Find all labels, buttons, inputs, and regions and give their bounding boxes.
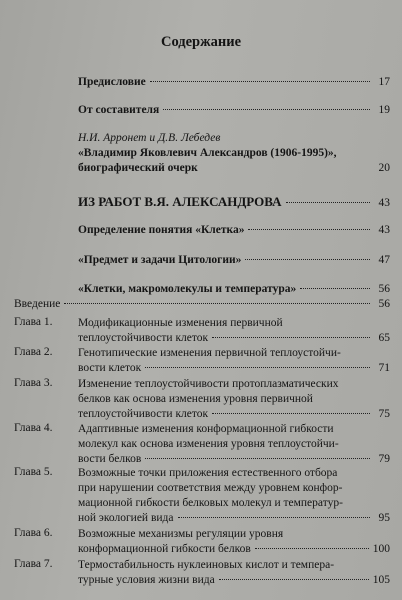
entry-page: 79 [378,453,390,465]
chapter-line: при нарушении соответствия между уровнем конфор- [78,482,343,494]
entry-text: «Предмет и задачи Цитологии» [78,254,242,266]
entry-text: Введение [14,298,61,310]
dot-leader [219,579,369,580]
entry-page: 43 [378,197,390,209]
dot-leader [212,337,370,338]
toc-entry-preface [78,76,390,88]
chapter-line: белков как основа изменения уровня первичной [78,393,313,405]
chapter-line: молекул как основа изменения уровня теплоустойчи- [78,438,339,450]
entry-page: 47 [378,254,390,266]
chapter-label: Глава 5. [14,466,53,478]
chapter-line: Адаптивные изменения конформационной гибкости [78,423,334,435]
entry-page: 56 [378,283,390,295]
chapter-line: вости белков [78,453,142,465]
bio-authors: Н.И. Арронет и Д.В. Лебедев [78,132,221,144]
toc-entry-article-2 [78,254,390,266]
chapter-line: Изменение теплоустойчивости протоплазматических [78,378,339,390]
entry-text: Предисловие [78,76,146,88]
chapter-line: турные условия жизни вида [78,574,215,586]
dot-leader [248,229,370,230]
dot-leader [64,303,370,304]
chapter-line: Возможные точки приложения естественного отбора [78,467,338,479]
entry-page: 65 [378,332,390,344]
bio-line-1: «Владимир Яковлевич Александров (1906-1995)», [78,147,337,159]
entry-page: 71 [378,362,390,374]
dot-leader [212,413,370,414]
toc-entry-biography [78,131,390,176]
toc-entry-article-3 [78,283,390,295]
toc-entry-compiler [78,104,390,116]
chapter-line: теплоустойчивости клеток [78,332,209,344]
entry-page: 19 [378,104,390,116]
toc-chapter-7 [14,558,390,588]
chapter-line: мационной гибкости белковых молекул и температур- [78,497,343,509]
dot-leader [300,288,370,289]
entry-text: ИЗ РАБОТ В.Я. АЛЕКСАНДРОВА [78,194,282,209]
entry-page: 56 [378,298,390,310]
dot-leader [163,109,370,110]
dot-leader [245,259,370,260]
chapter-label: Глава 3. [14,377,53,389]
toc-chapter-4 [14,422,390,467]
chapter-line: Модификационные изменения первичной [78,317,283,329]
toc-section-heading [78,194,390,210]
chapter-line: ной экологией вида [78,512,174,524]
dot-leader [178,517,370,518]
chapter-line: конформационной гибкости белков [78,543,251,555]
bio-line-2: биографический очерк [78,162,198,174]
entry-page: 100 [372,543,390,555]
entry-page: 95 [378,512,390,524]
chapter-label: Глава 7. [14,558,53,570]
chapter-line: Возможные механизмы регуляции уровня [78,528,284,540]
toc-chapter-5 [14,466,390,526]
entry-page: 75 [378,408,390,420]
entry-page: 20 [378,162,390,174]
chapter-label: Глава 4. [14,422,53,434]
chapter-line: вости клеток [78,362,142,374]
entry-text: От составителя [78,104,160,116]
dot-leader [150,81,370,82]
toc-chapter-2 [14,346,390,376]
entry-page: 43 [378,224,390,236]
page-title: Содержание [160,34,242,50]
chapter-line: Генотипические изменения первичной теплоустойчи- [78,347,341,359]
dot-leader [255,548,369,549]
dot-leader [145,458,370,459]
chapter-label: Глава 2. [14,346,53,358]
entry-page: 105 [372,574,390,586]
dot-leader [286,202,371,203]
toc-entry-introduction [14,298,390,310]
toc-chapter-3 [14,377,390,422]
entry-text: Определение понятия «Клетка» [78,224,245,236]
chapter-line: теплоустойчивости клеток [78,408,209,420]
entry-text: «Клетки, макромолекулы и температура» [78,283,297,295]
toc-entry-article-1 [78,224,390,236]
toc-chapter-6 [14,527,390,557]
chapter-label: Глава 6. [14,527,53,539]
entry-page: 17 [378,76,390,88]
dot-leader [145,367,370,368]
chapter-line: Термостабильность нуклеиновых кислот и темпера- [78,559,335,571]
toc-chapter-1 [14,316,390,346]
chapter-label: Глава 1. [14,316,53,328]
